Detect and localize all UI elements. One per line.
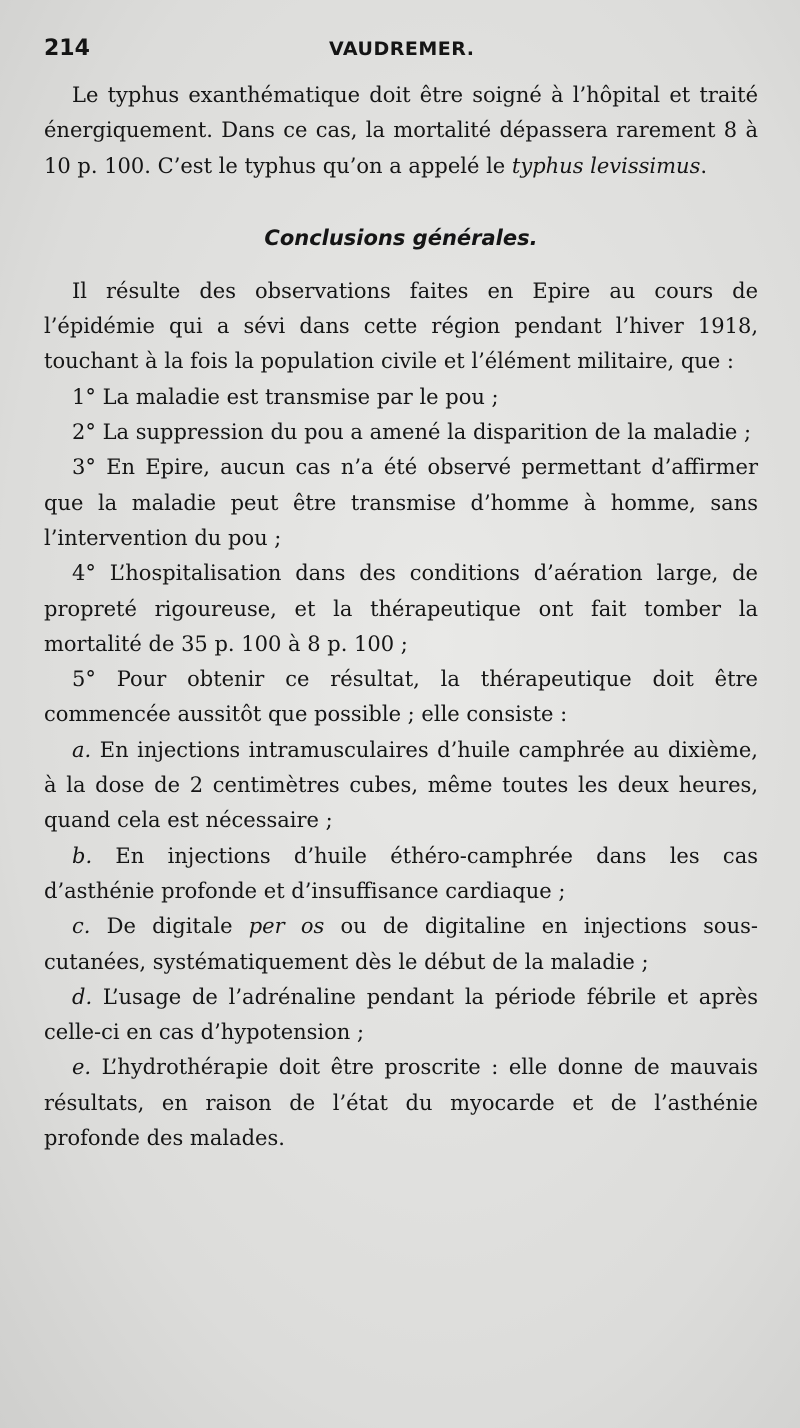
therapy-item-c xyxy=(44,909,758,980)
item-number: 3° xyxy=(72,455,96,480)
item-text: La suppression du pou a amené la disparition de la maladie ; xyxy=(102,420,752,445)
conclusion-item-5 xyxy=(44,662,758,733)
intro-text: Le typhus exanthématique doit être soigné à l’hôpital et traité énergiquement. Dans ce cas, la mortalité dépassera rarement 8 à 10 p. 100. C’est le typhus qu’on a appelé le xyxy=(44,83,758,178)
section-heading: Conclusions générales. xyxy=(264,225,538,250)
item-text: Pour obtenir ce résultat, la thérapeutique doit être commencée aussitôt que possible ; elle consiste : xyxy=(44,667,758,727)
therapy-item-d xyxy=(44,980,758,1051)
item-text-end: ou de digitaline en injections sous-cutanées, systématiquement dès le début de la maladie ; xyxy=(44,914,758,974)
italic-term: typhus levissimus xyxy=(511,153,701,178)
therapy-item-b xyxy=(44,839,758,910)
item-text: L’hospitalisation dans des conditions d’aération large, de propreté rigoureuse, et la thérapeutique ont fait tomber la mortalité de 35 p. 100 à 8 p. 100 ; xyxy=(44,561,758,656)
item-text: L’usage de l’adrénaline pendant la période fébrile et après celle-ci en cas d’hypotension ; xyxy=(44,984,758,1045)
page-number: 214 xyxy=(44,36,90,61)
item-text: En injections d’huile éthéro-camphrée dans les cas d’asthénie profonde et d’insuffisance cardiaque ; xyxy=(44,843,758,903)
item-text: La maladie est transmise par le pou ; xyxy=(102,384,499,409)
item-letter: b. xyxy=(72,843,93,868)
item-text: De digitale xyxy=(106,914,249,939)
item-number: 4° xyxy=(72,561,96,586)
item-letter: e. xyxy=(72,1055,92,1080)
item-number: 2° xyxy=(72,420,96,445)
intro-paragraph xyxy=(44,78,758,184)
page-header xyxy=(44,36,758,66)
running-head: VAUDREMER. xyxy=(329,38,475,60)
body-text xyxy=(44,78,758,1156)
conclusion-item-3 xyxy=(44,450,758,556)
conclusion-item-4 xyxy=(44,556,758,662)
item-letter: d. xyxy=(72,984,93,1009)
intro-end: . xyxy=(700,153,708,178)
item-number: 1° xyxy=(72,384,96,409)
item-text: En injections intramusculaires d’huile camphrée au dixième, à la dose de 2 centimètres cubes, même toutes les deux heures, quand cela est nécessaire ; xyxy=(44,737,758,833)
item-number: 5° xyxy=(72,667,96,692)
item-letter: a. xyxy=(72,737,92,762)
preamble-paragraph: Il résulte des observations faites en Epire au cours de l’épidémie qui a sévi dans cette région pendant l’hiver 1918, touchant à la fois la population civile et l’élément militaire, que : xyxy=(44,278,758,374)
italic-term: per os xyxy=(248,914,325,939)
therapy-item-e xyxy=(44,1050,758,1156)
conclusion-item-2 xyxy=(44,415,758,450)
item-letter: c. xyxy=(72,914,91,939)
conclusion-item-1 xyxy=(44,380,758,415)
item-text: En Epire, aucun cas n’a été observé permettant d’affirmer que la maladie peut être transmise d’homme à homme, sans l’intervention du pou ; xyxy=(44,455,758,550)
therapy-item-a xyxy=(44,733,758,839)
item-text: L’hydrothérapie doit être proscrite : elle donne de mauvais résultats, en raison de l’état du myocarde et de l’asthénie profonde des malades. xyxy=(44,1055,758,1151)
